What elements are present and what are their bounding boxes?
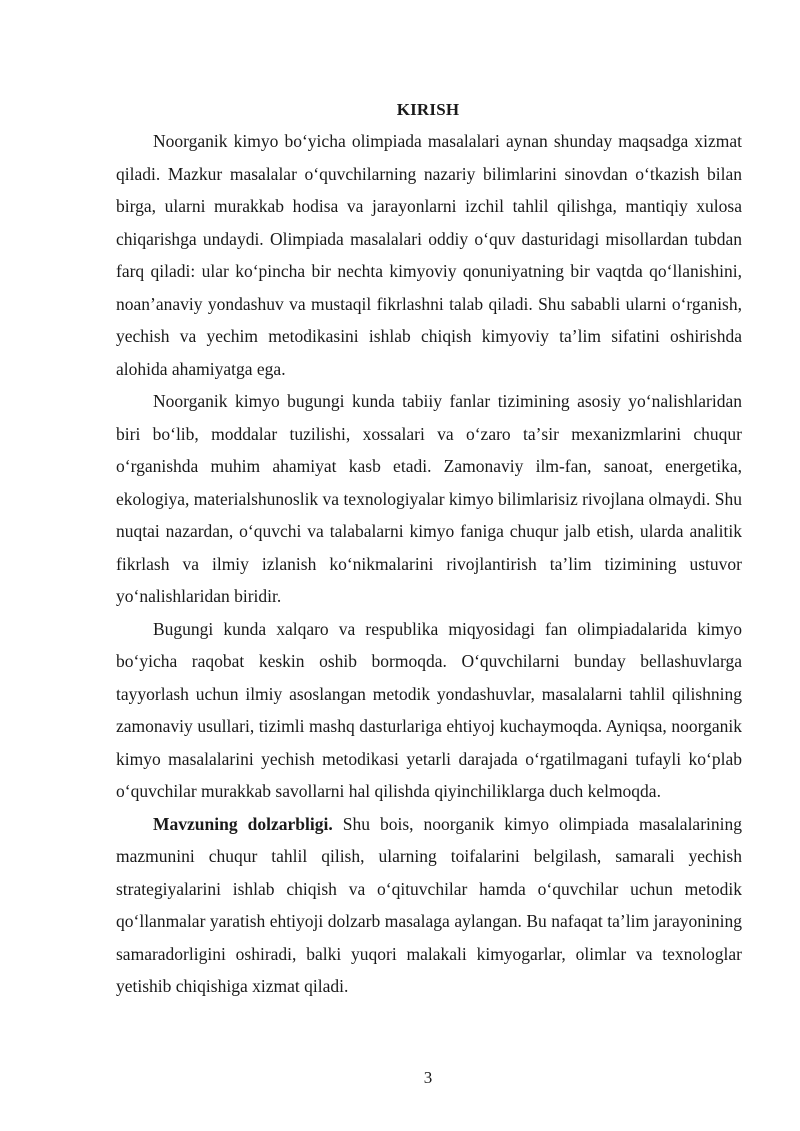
paragraph-text: Noorganik kimyo boʻyicha olimpiada masalalari aynan shunday maqsadga xizmat qiladi. Mazkur masalalar oʻquvchilarning nazariy bilimlarini sinovdan oʻtkazish bilan birga, ularni murakkab hodisa va jarayonlarni izchil tahlil qilishga, mantiqiy xulosa chiqarishga undaydi. Olimpiada masalalari oddiy oʻquv dasturidagi misollardan tubdan farq qiladi: ular koʻpincha bir nechta kimyoviy qonuniyatning bir vaqtda qoʻllanishini, noanʼanaviy yondashuv va mustaqil fikrlashni talab qiladi. Shu sababli ularni oʻrganish, yechish va yechim metodikasini ishlab chiqish kimyoviy taʼlim sifatini oshirishda alohida ahamiyatga ega. (116, 131, 742, 379)
section-title: KIRISH (396, 100, 460, 119)
paragraph-1 (116, 125, 742, 385)
page-number: 3 (423, 1068, 433, 1087)
paragraph-lead-relevance: Mavzuning dolzarbligi. (153, 813, 333, 834)
paragraph-text: Bugungi kunda xalqaro va respublika miqyosidagi fan olimpiadalarida kimyo boʻyicha raqobat keskin oshib bormoqda. Oʻquvchilarni bunday bellashuvlarga tayyorlash uchun ilmiy asoslangan metodik yondashuvlar, masalalarni tahlil qilishning zamonaviy usullari, tizimli mashq dasturlariga ehtiyoj kuchaymoqda. Ayniqsa, noorganik kimyo masalalarini yechish metodikasi yetarli darajada oʻrgatilmagani tufayli koʻplab oʻquvchilar murakkab savollarni hal qilishda qiyinchiliklarga duch kelmoqda. (116, 618, 742, 801)
body-text (116, 125, 742, 1003)
paragraph-text: Noorganik kimyo bugungi kunda tabiiy fanlar tizimining asosiy yoʻnalishlaridan biri boʻlib, moddalar tuzilishi, xossalari va oʻzaro taʼsir mexanizmlarini chuqur oʻrganishda muhim ahamiyat kasb etadi. Zamonaviy ilm-fan, sanoat, energetika, ekologiya, materialshunoslik va texnologiyalar kimyo bilimlarisiz rivojlana olmaydi. Shu nuqtai nazardan, oʻquvchi va talabalarni kimyo faniga chuqur jalb etish, ularda analitik fikrlash va ilmiy izlanish koʻnikmalarini rivojlantirish taʼlim tizimining ustuvor yoʻnalishlaridan biridir. (116, 391, 742, 606)
paragraph-text: Shu bois, noorganik kimyo olimpiada masalalarining mazmunini chuqur tahlil qilish, ularning toifalarini belgilash, samarali yechish strategiyalarini ishlab chiqish va oʻqituvchilar hamda oʻquvchilar uchun metodik qoʻllanmalar yaratish ehtiyoji dolzarb masalaga aylangan. Bu nafaqat taʼlim jarayonining samaradorligini oshiradi, balki yuqori malakali kimyogarlar, olimlar va texnologlar yetishib chiqishiga xizmat qiladi. (116, 813, 742, 996)
paragraph-3 (116, 613, 742, 808)
paragraph-2 (116, 385, 742, 613)
paragraph-4 (116, 808, 742, 1003)
